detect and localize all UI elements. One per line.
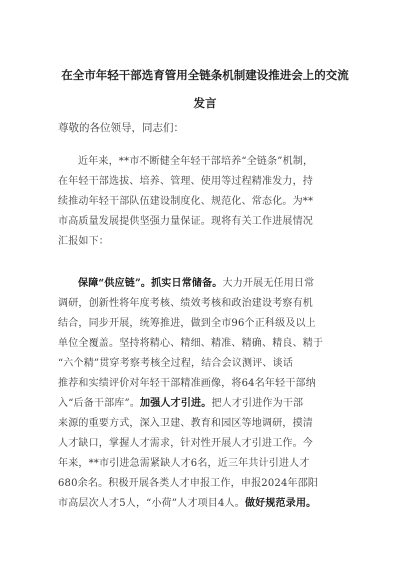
paragraph-line: “六个精”贯穿考察考核全过程，结合会议测评、谈话	[58, 358, 294, 369]
paragraph-line: 来源的重要方式，深入卫建、教育和园区等地调研，摸清	[58, 418, 313, 429]
paragraph-line: 续推动年轻干部队伍建设制度化、规范化、常态化。为**	[58, 196, 314, 207]
section-heading-supply-chain: 保障“供应链”。抓实日常储备。	[78, 278, 223, 289]
paragraph-line: 近年来，**市不断健全年轻干部培养“全链条”机制，	[78, 156, 314, 167]
document-title-line-1: 在全市年轻干部选育管用全链条机制建设推进会上的交流	[61, 68, 349, 82]
paragraph-text: 入“后备干部库”。	[58, 398, 141, 409]
paragraph-line: 结合，同步开展，统筹推进，做到全市96个正科级及以上	[58, 318, 316, 329]
paragraph-line	[58, 274, 352, 294]
paragraph-line: 单位全覆盖。坚持将精心、精细、精准、精确、精良、精于	[58, 338, 324, 349]
salutation: 尊敬的各位领导，同志们：	[58, 122, 184, 134]
paragraph-text: 市高层次人才5人，“小荷”人才项目4人。	[58, 498, 245, 509]
paragraph-line: 推荐和实绩评价对年轻干部精准画像，将64名年轻干部纳	[58, 378, 316, 389]
paragraph-line	[58, 494, 352, 514]
document-title-line-2: 发言	[193, 96, 217, 110]
section-heading-talent: 加强人才引进。	[140, 398, 212, 409]
paragraph-line: 在年轻干部选拔、培养、管理、使用等过程精准发力，持	[58, 176, 313, 187]
paragraph-text: 大力开展无任用日常	[222, 278, 315, 289]
paragraph-line: 680余名。积极开展各类人才申报工作，申报2024年邵阳	[58, 478, 319, 489]
paragraph-line: 人才缺口，掌握人才需求，针对性开展人才引进工作。今	[58, 438, 313, 449]
section-heading-recruitment: 做好规范录用。	[244, 498, 317, 509]
paragraph-intro	[58, 152, 352, 252]
paragraph-line: 调研，创新性将年度考核、绩效考核和政治建设考察有机	[58, 298, 313, 309]
paragraph-line	[58, 394, 352, 414]
paragraph-line: 汇报如下：	[58, 236, 109, 247]
paragraph-text: 把人才引进作为干部	[211, 398, 304, 409]
paragraph-line: 年来，**市引进急需紧缺人才6名，近三年共计引进人才	[58, 458, 310, 469]
paragraph-line: 市高质量发展提供坚强力量保证。现将有关工作进展情况	[58, 216, 313, 227]
paragraph-supply-chain	[58, 274, 352, 514]
